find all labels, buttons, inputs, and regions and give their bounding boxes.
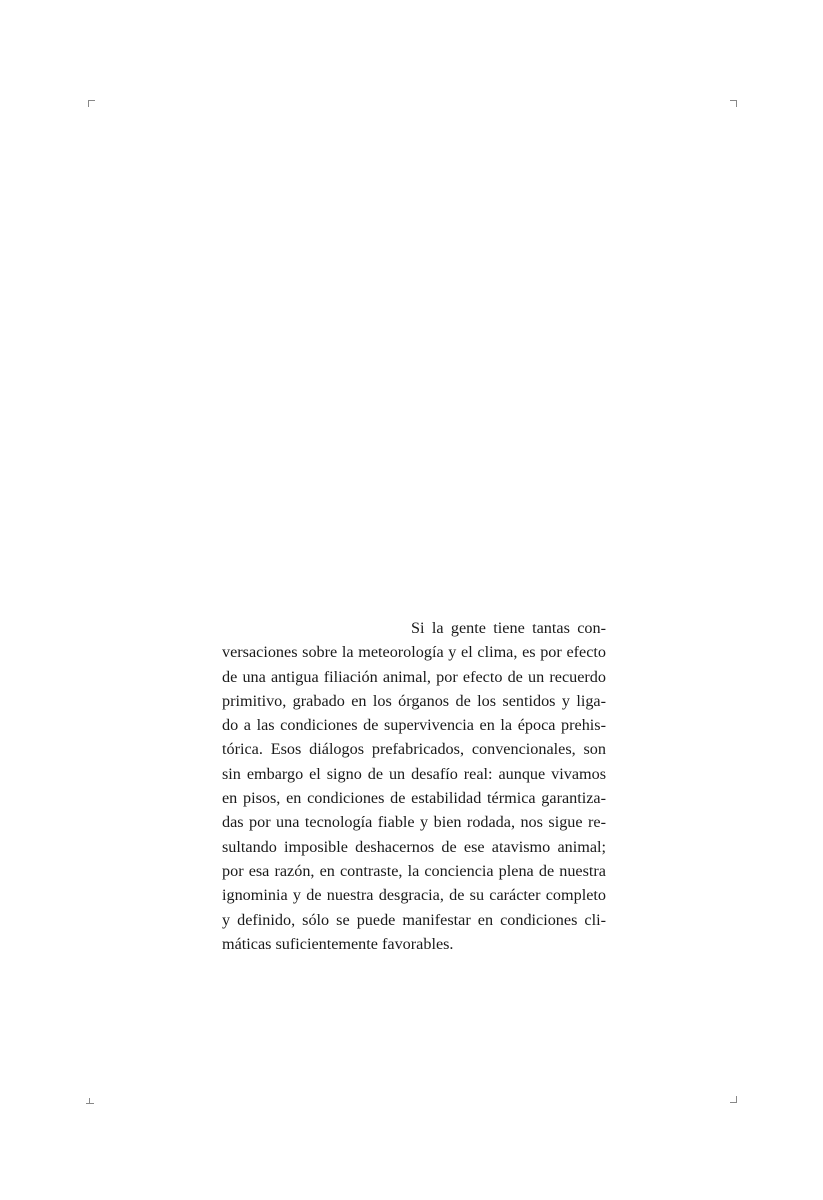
paragraph-line: tórica. Esos diálogos prefabricados, convencionales, son	[222, 740, 606, 759]
paragraph-line: de una antigua filiación animal, por efecto de un recuerdo	[222, 667, 606, 686]
crop-mark-bottom-left	[86, 1098, 94, 1104]
crop-mark-top-left	[88, 100, 95, 107]
paragraph-line: máticas suficientemente favorables.	[222, 934, 454, 953]
paragraph-line: sultando imposible deshacernos de ese atavismo animal;	[222, 837, 606, 856]
paragraph-line: ignominia y de nuestra desgracia, de su carácter completo	[222, 886, 606, 905]
paragraph-line: Si la gente tiene tantas con-	[411, 619, 606, 637]
crop-mark-bottom-right	[730, 1096, 737, 1103]
paragraph-line: sin embargo el signo de un desafío real: aunque vivamos	[222, 764, 606, 783]
paragraph-line: en pisos, en condiciones de estabilidad térmica garantiza-	[222, 789, 606, 808]
paragraph-line: do a las condiciones de supervivencia en la época prehis-	[222, 716, 606, 735]
crop-mark-top-right	[730, 100, 737, 107]
body-paragraph	[222, 616, 606, 956]
paragraph-line: por esa razón, en contraste, la conciencia plena de nuestra	[222, 861, 606, 880]
paragraph-line: primitivo, grabado en los órganos de los sentidos y liga-	[222, 691, 606, 710]
paragraph-line: y definido, sólo se puede manifestar en condiciones cli-	[222, 910, 606, 929]
paragraph-line: das por una tecnología fiable y bien rodada, nos sigue re-	[222, 813, 606, 832]
paragraph-line: versaciones sobre la meteorología y el clima, es por efecto	[222, 643, 606, 662]
